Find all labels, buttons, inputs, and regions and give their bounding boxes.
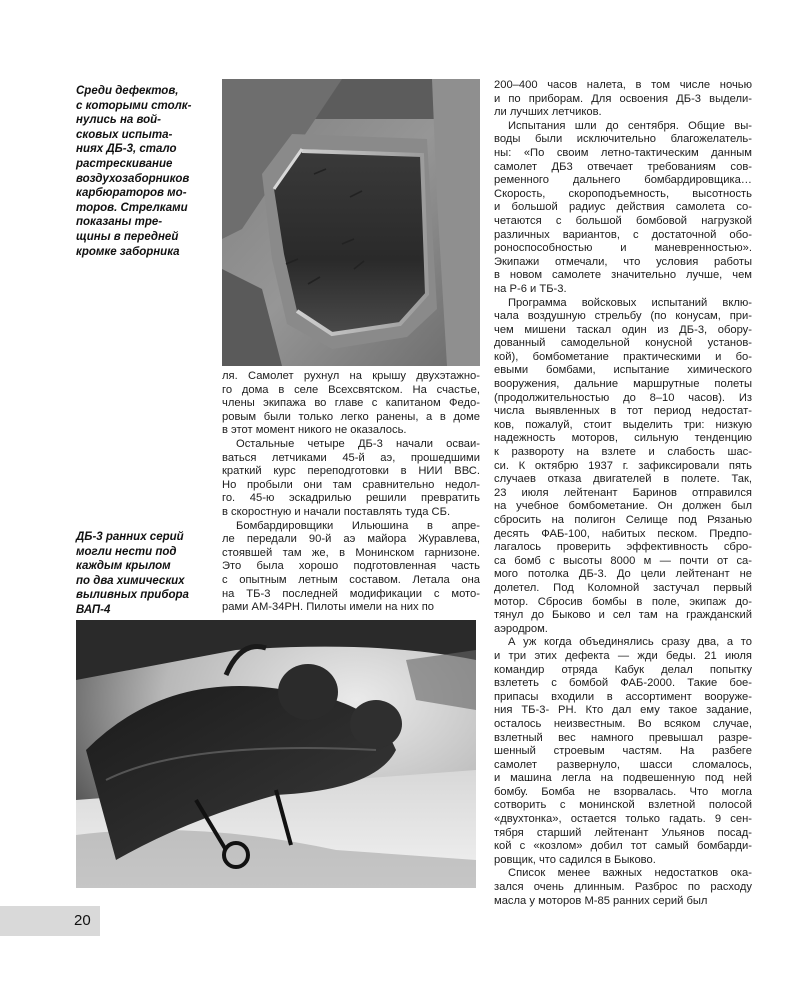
text-line: зался очень длинным. Разброс по расходу xyxy=(494,881,752,894)
text-line: воды были исключительно благожелатель- xyxy=(494,133,752,146)
text-line: кой), бомбометание практическими и бо- xyxy=(494,350,752,363)
photo-air-intake xyxy=(222,79,480,366)
caption-line: по два химических xyxy=(76,574,185,587)
page-number: 20 xyxy=(74,912,91,929)
text-line: Испытания шли до сентября. Общие вы- xyxy=(508,119,752,132)
text-line: сотворить с монинской взлетной полосой xyxy=(494,799,752,812)
text-line: и три этих дефекта — жди беды. 21 июля xyxy=(494,649,752,662)
text-line: с опытным летным составом. Летала она xyxy=(222,573,480,586)
caption-line: могли нести под xyxy=(76,545,177,558)
text-line: лагалось проверить эффективность сбро- xyxy=(494,541,752,554)
text-line: ваться летчиками 45-й аэ, прошедшими xyxy=(222,451,480,464)
text-line: на Р-6 и ТБ-3. xyxy=(494,282,567,295)
text-line: ния ТБ-3- РН. Кто дал ему такое задание, xyxy=(494,704,752,717)
text-line: в новом самолете значительно лучше, чем xyxy=(494,269,752,282)
text-line: бомбу. Бомба не взорвалась. Что могла xyxy=(494,785,752,798)
caption-line: ДБ-3 ранних серий xyxy=(76,531,184,543)
text-line: Но пробыли они там сравнительно недол- xyxy=(222,478,480,491)
photo-db3-vap4 xyxy=(76,620,476,888)
caption-air-intake xyxy=(76,84,216,259)
text-line: (продолжительностью до 8–10 часов). Из xyxy=(494,391,752,404)
text-line: ровщик, что садился в Быково. xyxy=(494,853,656,866)
caption-line: ниях ДБ-3, стало xyxy=(76,143,177,156)
text-line: Скорость, скороподъемность, высотность xyxy=(494,187,752,200)
text-line: и большой радиус действия самолета со- xyxy=(494,201,752,214)
text-line: самолет ДБ3 отвечает требованиям сов- xyxy=(494,160,752,173)
text-line: взлететь с бомбой ФАБ-2000. Такие бое- xyxy=(494,677,752,690)
text-line: го. 45-ю эскадрилью решили превратить xyxy=(222,492,480,505)
text-line: рами АМ-34РН. Пилоты имели на них по xyxy=(222,601,434,614)
text-line: надежность моторов, сильную тенденцию xyxy=(494,432,752,445)
text-line: долетел. Под Коломной застучал первый xyxy=(494,581,752,594)
text-line: Экипажи отмечали, что условия работы xyxy=(494,255,752,268)
paragraph xyxy=(222,370,480,438)
caption-line: ВАП-4 xyxy=(76,603,111,616)
text-line: А уж когда объединялись сразу два, а то xyxy=(508,636,752,649)
text-line: тября старший лейтенант Ульянов посад- xyxy=(494,826,752,839)
caption-line: сковых испыта- xyxy=(76,128,173,141)
text-line: тянул до Быково и сел там на гражданский xyxy=(494,609,752,622)
paragraph xyxy=(222,520,480,615)
caption-line: с которыми столк- xyxy=(76,99,192,112)
text-line: 200–400 часов налета, в том числе ночью xyxy=(494,79,752,91)
text-line: члены экипажа во главе с капитаном Федо- xyxy=(222,397,480,410)
text-line: четаются с большой бомбовой нагрузкой xyxy=(494,214,752,227)
text-line: к развороту на взлете и слабость шас- xyxy=(494,446,752,459)
text-line: ны: «По своим летно-тактическим данным xyxy=(494,146,752,159)
caption-line: показаны тре- xyxy=(76,216,163,229)
text-line: стоявшей там же, в Монинском гарнизоне. xyxy=(222,546,480,559)
text-line: ля. Самолет рухнул на крышу двухэтажно- xyxy=(222,370,480,382)
text-line: ровым были только легко ранены, а в доме xyxy=(222,410,480,423)
text-line: десять ФАБ-100, набитых песком. Предпо- xyxy=(494,527,752,540)
paragraph xyxy=(494,79,752,120)
text-line: сбросить на полигон Селище под Рязанью xyxy=(494,514,752,526)
text-line: Список менее важных недостатков ока- xyxy=(508,867,752,880)
text-line: числа выявленных в тот период недостат- xyxy=(494,405,752,418)
air-intake-image xyxy=(222,79,480,366)
text-line: Программа войсковых испытаний вклю- xyxy=(508,296,752,309)
caption-vap4 xyxy=(76,530,216,618)
text-line: чала воздушную стрельбу (по конусам, при- xyxy=(494,310,752,323)
text-line: на ТБ-3 последней модификации с мото- xyxy=(222,587,480,600)
text-line: са бомб с высоты 8000 м — почти от са- xyxy=(494,554,752,567)
text-line: Остальные четыре ДБ-3 начали осваи- xyxy=(236,437,480,450)
text-line: осталось неизвестным. Во всяком случае, xyxy=(494,717,752,730)
text-line: мого потолка ДБ-3. До цели лейтенант не xyxy=(494,568,752,581)
text-column-middle xyxy=(222,370,480,615)
caption-line: карбюраторов мо- xyxy=(76,187,187,200)
text-line: шенный строевым частям. На разбеге xyxy=(494,745,752,758)
text-line: роноспособностью и маневренностью». xyxy=(494,242,752,255)
text-line: Бомбардировщики Ильюшина в апре- xyxy=(236,519,480,532)
text-line: дованный самодельной конусной установ- xyxy=(494,337,752,350)
text-line: аэродром. xyxy=(494,622,548,635)
caption-line: торов. Стрелками xyxy=(76,201,188,214)
text-line: 23 июля лейтенант Баринов отправился xyxy=(494,486,752,499)
text-line: на учебное бомбометание. Он должен был xyxy=(494,500,752,513)
text-line: в этот момент никого не оказалось. xyxy=(222,424,407,437)
text-line: кой с «козлом» добил тот самый бомбарди- xyxy=(494,840,752,853)
text-line: чем мишени таскал один из ДБ-3, обору- xyxy=(494,323,752,336)
caption-line: каждым крылом xyxy=(76,560,171,573)
text-line: ле передали 90-й аэ майора Журавлева, xyxy=(222,533,480,546)
text-line: го дома в селе Всехсвятском. На счастье, xyxy=(222,383,480,396)
text-line: ков, пожалуй, стоит выделить три: низкую xyxy=(494,418,752,431)
text-line: евыми бомбами, испытание химического xyxy=(494,364,752,377)
paragraph xyxy=(494,636,752,867)
caption-line: нулись на вой- xyxy=(76,114,162,127)
text-line: взлетный вес намного превышал разре- xyxy=(494,731,752,744)
db3-wing-image xyxy=(76,620,476,888)
text-line: самолет развернуло, шасси сломалось, xyxy=(494,758,752,771)
paragraph xyxy=(494,867,752,908)
text-line: масла у моторов М-85 ранних серий был xyxy=(494,894,708,907)
paragraph xyxy=(494,297,752,637)
text-line: командир отряда Кабук делал попытку xyxy=(494,663,752,676)
text-line: и по приборам. Для освоения ДБ-3 выдели- xyxy=(494,92,752,105)
text-line: различных вариантов, с достаточной обо- xyxy=(494,228,752,241)
text-line: Это была хорошо подготовленная часть xyxy=(222,560,480,573)
text-line: и машина легла на подвешенную под ней xyxy=(494,772,752,785)
caption-line: щины в передней xyxy=(76,230,179,243)
text-column-right xyxy=(494,79,752,908)
text-line: вооружения, дальние маршрутные полеты xyxy=(494,378,752,391)
caption-line: кромке заборника xyxy=(76,245,180,258)
caption-line: растрескивание xyxy=(76,157,173,170)
paragraph xyxy=(494,120,752,297)
text-line: си. К октябрю 1937 г. зафиксировали пять xyxy=(494,459,752,472)
text-line: в скоростную и начали поставлять туда СБ. xyxy=(222,505,451,518)
text-line: ли лучших летчиков. xyxy=(494,106,602,119)
caption-line: Среди дефектов, xyxy=(76,85,179,97)
text-line: припасы входили в ассортимент вооруже- xyxy=(494,690,752,703)
paragraph xyxy=(222,438,480,520)
text-line: краткий курс переподготовки в НИИ ВВС. xyxy=(222,465,480,478)
caption-line: выливных прибора xyxy=(76,589,189,602)
text-line: «двухтонка», остается только гадать. 9 сен- xyxy=(494,813,752,826)
text-line: ременного дальнего бомбардировщика… xyxy=(494,174,752,187)
caption-line: воздухозаборников xyxy=(76,172,190,185)
text-line: мотор. Сбросив бомбы в поле, экипаж до- xyxy=(494,595,752,608)
text-line: случаев отказа двигателей в полете. Так, xyxy=(494,473,752,486)
